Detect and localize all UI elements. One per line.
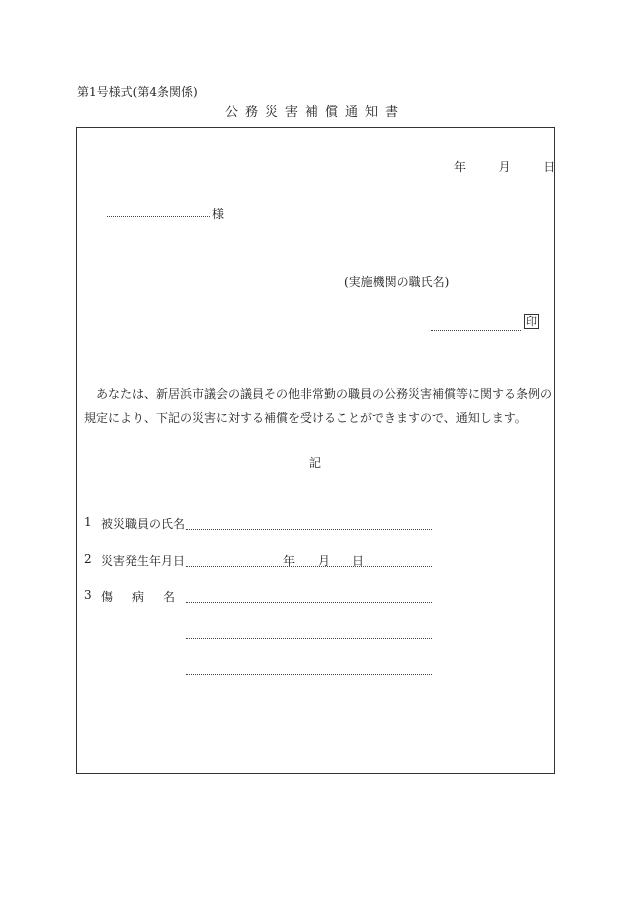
item-3-field-line-3[interactable] — [186, 673, 432, 675]
item-1-label: 被災職員の氏名 — [101, 517, 186, 531]
item-3-number: 3 — [84, 588, 92, 602]
item-2-field-line[interactable] — [186, 565, 432, 567]
seal-mark: 印 — [526, 315, 537, 328]
issue-date — [454, 158, 555, 175]
agency-label: (実施機関の職氏名) — [344, 275, 450, 289]
signature-line[interactable] — [431, 329, 521, 331]
date-month-label: 月 — [498, 160, 511, 174]
item-3-field-line-1[interactable] — [186, 601, 432, 603]
item-1-field-line[interactable] — [186, 528, 432, 530]
notice-line-1: あなたは、新居浜市議会の議員その他非常勤の職員の公務災害補償等に関する条例の — [96, 387, 553, 401]
item-2-day: 日 — [352, 554, 365, 568]
notice-body — [84, 382, 554, 430]
form-reference: 第1号様式(第4条関係) — [77, 85, 198, 99]
ki-heading: 記 — [308, 456, 321, 470]
item-3-field-line-2[interactable] — [186, 637, 432, 639]
date-year-label: 年 — [454, 160, 467, 174]
date-day-label: 日 — [543, 160, 556, 174]
notice-line-2: 規定により、下記の災害に対する補償を受けることができますので、通知します。 — [84, 411, 527, 425]
addressee-honorific: 様 — [212, 207, 225, 221]
item-2-number: 2 — [84, 552, 92, 566]
addressee-line[interactable] — [107, 215, 210, 217]
item-3-label: 傷病名 — [101, 590, 195, 604]
item-2-month: 月 — [318, 554, 331, 568]
item-2-year: 年 — [283, 554, 296, 568]
form-frame — [76, 127, 555, 774]
document-title: 公務災害補償通知書 — [224, 105, 405, 120]
item-1-number: 1 — [84, 515, 92, 529]
item-2-label: 災害発生年月日 — [101, 554, 186, 568]
